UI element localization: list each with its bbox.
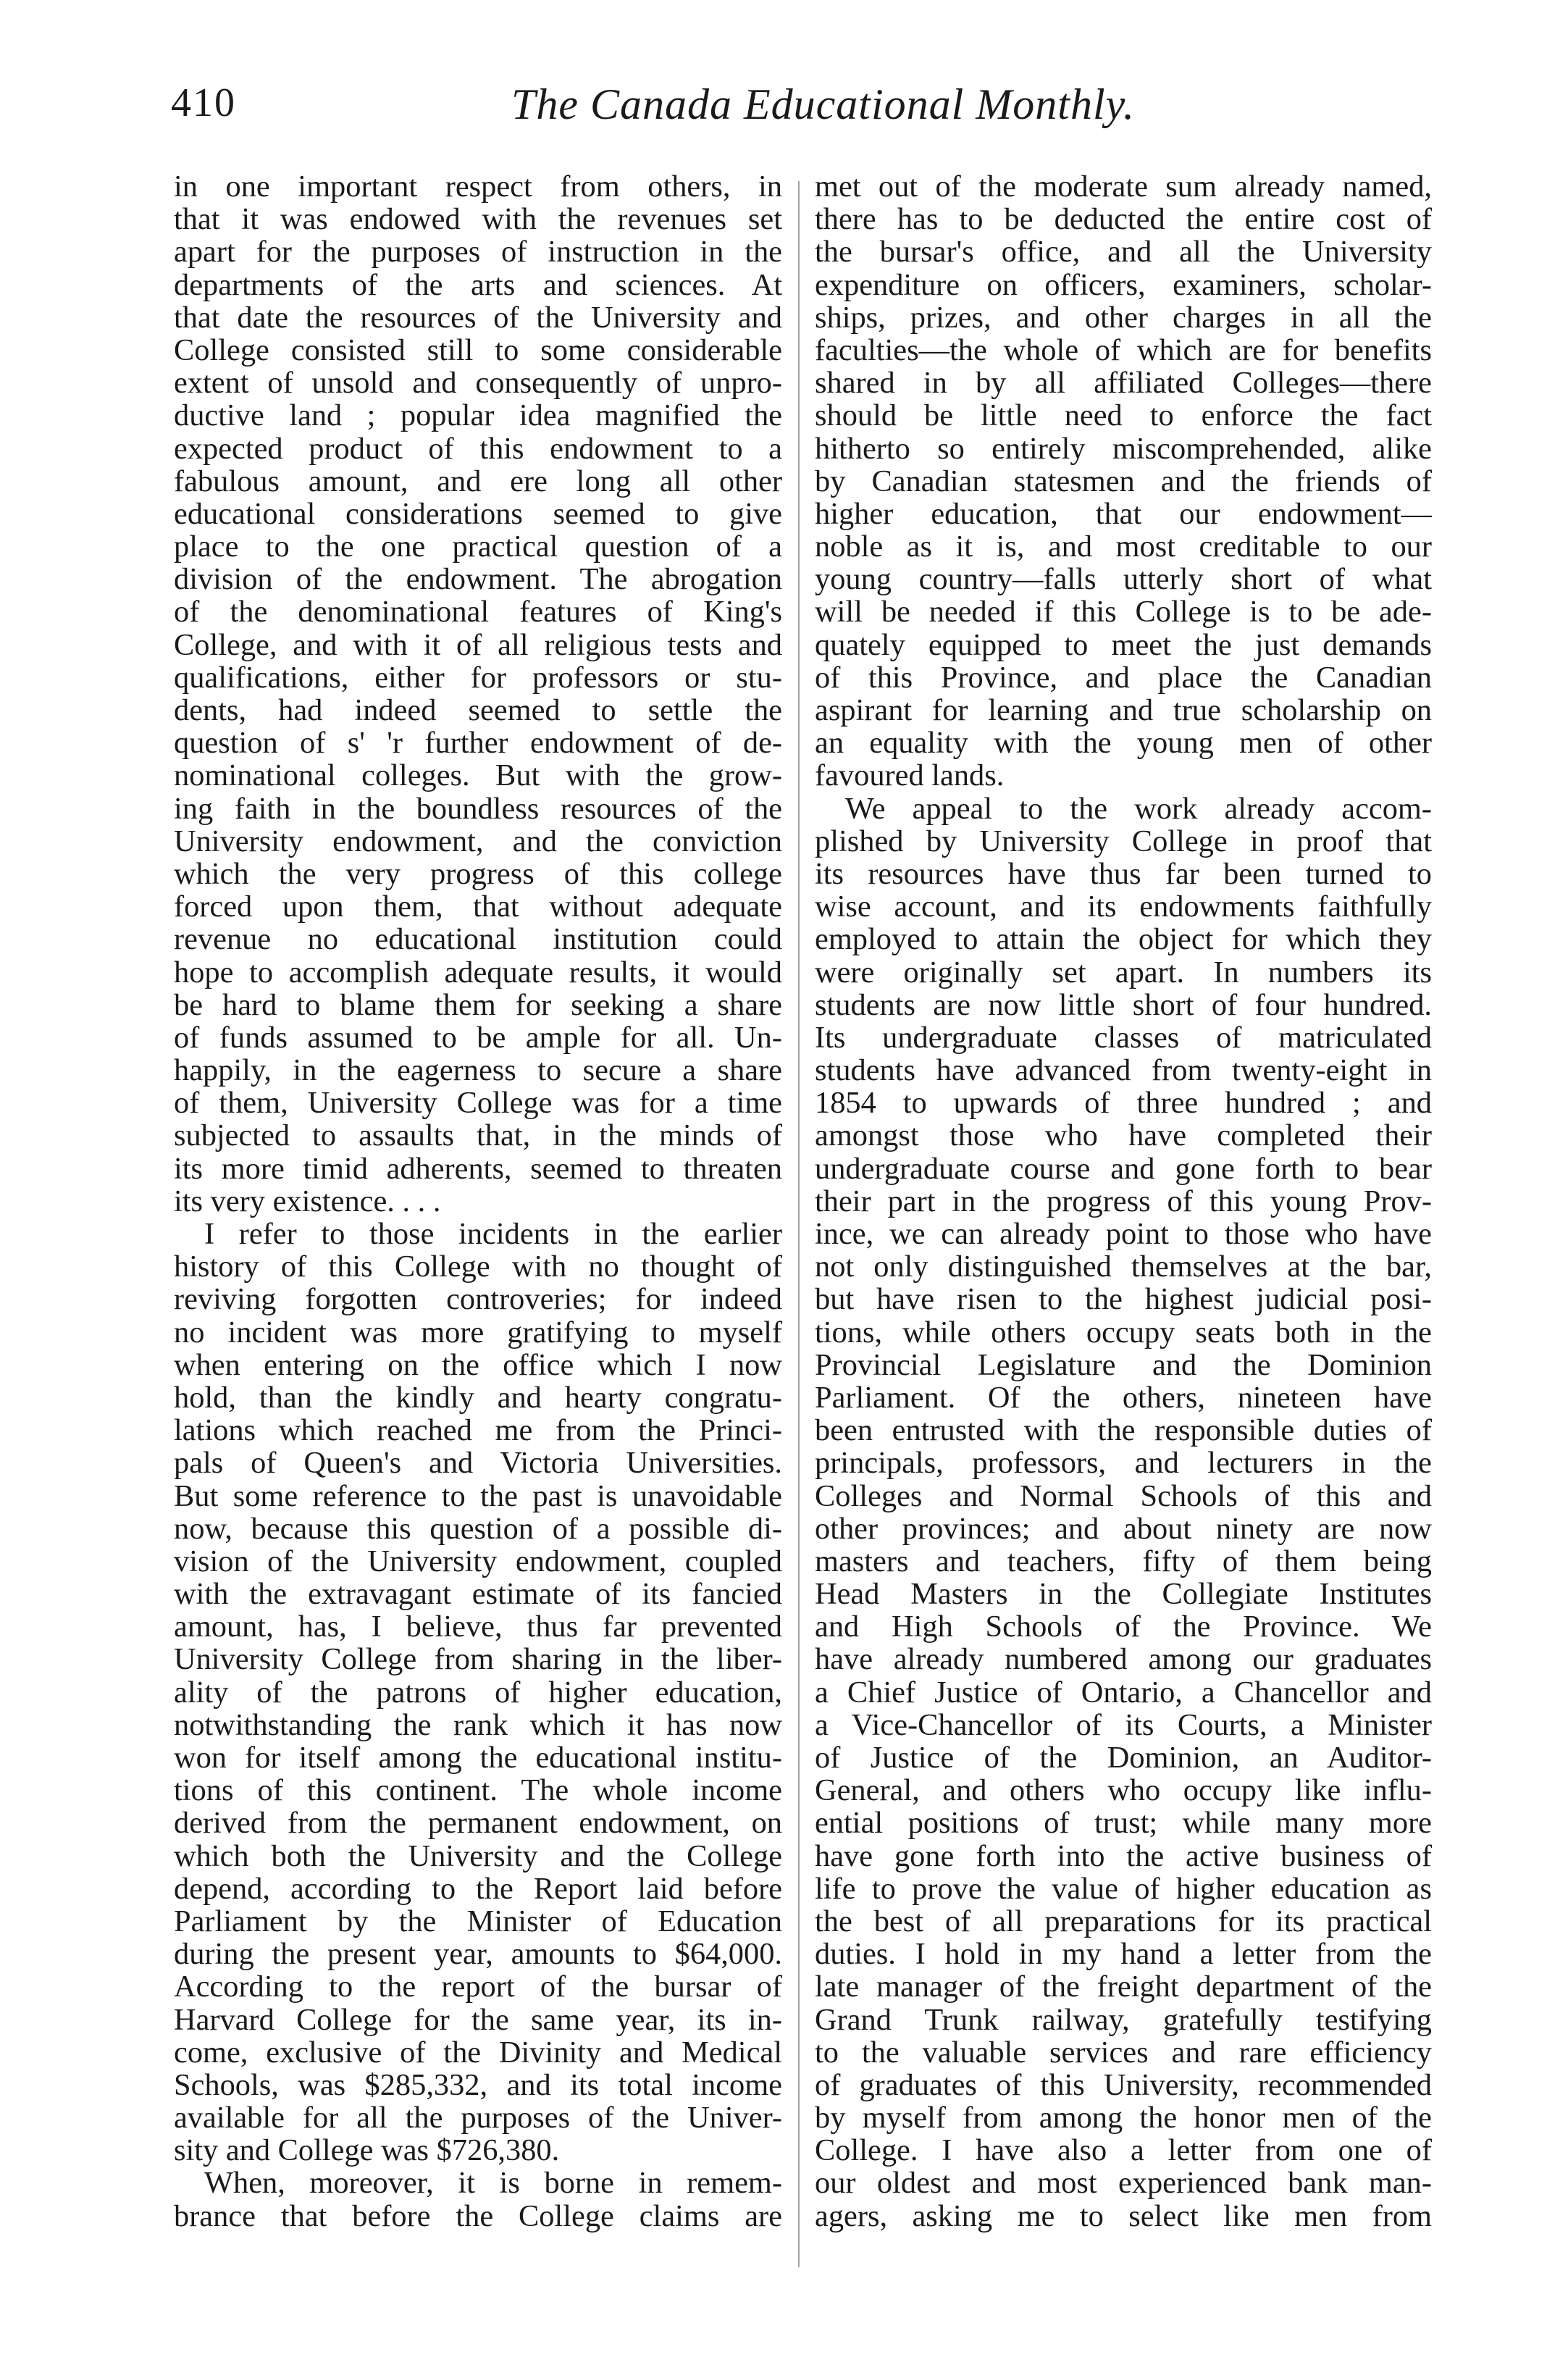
text-line: which both the University and the College [174, 1839, 782, 1872]
text-line: hope to accomplish adequate results, it would [174, 955, 782, 989]
column-divider [798, 181, 800, 2267]
text-line: by Canadian statesmen and the friends of [815, 464, 1432, 498]
text-line: won for itself among the educational institu- [174, 1741, 782, 1775]
text-line: its more timid adherents, seemed to threaten [174, 1152, 782, 1185]
text-line: College. I have also a letter from one of [815, 2134, 1432, 2167]
text-line: depend, according to the Report laid before [174, 1872, 782, 1905]
text-line: lations which reached me from the Princi- [174, 1414, 782, 1447]
text-line: revenue no educational institution could [174, 923, 782, 956]
text-line: noble as it is, and most creditable to our [815, 530, 1432, 564]
text-line: during the present year, amounts to $64,000. [174, 1938, 782, 1971]
text-line: ships, prizes, and other charges in all the [815, 301, 1432, 334]
text-line: a Chief Justice of Ontario, a Chancellor and [815, 1675, 1432, 1709]
text-line: hold, than the kindly and hearty congratu- [174, 1381, 782, 1415]
text-line: apart for the purposes of instruction in the [174, 235, 782, 269]
text-line: of the denominational features of King's [174, 595, 782, 629]
text-line: have already numbered among our graduates [815, 1643, 1432, 1676]
text-line: College consisted still to some considerable [174, 333, 782, 367]
text-line: aspirant for learning and true scholarship on [815, 694, 1432, 727]
text-line: have gone forth into the active business of [815, 1839, 1432, 1872]
text-line: amount, has, I believe, thus far prevented [174, 1610, 782, 1644]
text-line: faculties—the whole of which are for benefits [815, 333, 1432, 367]
text-line: Schools, was $285,332, and its total income [174, 2068, 782, 2102]
text-line: 1854 to upwards of three hundred ; and [815, 1087, 1432, 1120]
text-line: We appeal to the work already accom- [845, 792, 1432, 825]
text-line: quately equipped to meet the just demands [815, 628, 1432, 661]
page-number: 410 [171, 80, 236, 125]
text-line: tions of this continent. The whole income [174, 1774, 782, 1807]
text-line: principals, professors, and lecturers in the [815, 1447, 1432, 1480]
text-line: employed to attain the object for which they [815, 923, 1432, 956]
left-column [174, 170, 782, 2233]
text-line: met out of the moderate sum already named, [815, 170, 1432, 204]
text-line: Parliament. Of the others, nineteen have [815, 1381, 1432, 1415]
text-line: masters and teachers, fifty of them being [815, 1544, 1432, 1578]
text-line: not only distinguished themselves at the bar, [815, 1250, 1432, 1284]
text-line: history of this College with no thought of [174, 1250, 782, 1284]
text-line: educational considerations seemed to give [174, 497, 782, 531]
text-line: College, and with it of all religious tests and [174, 628, 782, 661]
text-line: But some reference to the past is unavoidable [174, 1479, 782, 1512]
text-line: University endowment, and the conviction [174, 824, 782, 858]
text-line: undergraduate course and gone forth to bear [815, 1152, 1432, 1185]
text-line: Provincial Legislature and the Dominion [815, 1348, 1432, 1381]
text-line: expenditure on officers, examiners, scholar- [815, 268, 1432, 301]
text-line: Its undergraduate classes of matriculated [815, 1021, 1432, 1055]
text-line: According to the report of the bursar of [174, 1970, 782, 2004]
text-line: ing faith in the boundless resources of the [174, 792, 782, 825]
text-line: young country—falls utterly short of what [815, 563, 1432, 596]
text-line: its resources have thus far been turned to [815, 857, 1432, 891]
text-line: with the extravagant estimate of its fancied [174, 1578, 782, 1611]
text-line: Grand Trunk railway, gratefully testifying [815, 2003, 1432, 2036]
text-line: wise account, and its endowments faithfully [815, 890, 1432, 924]
text-line: that it was endowed with the revenues set [174, 203, 782, 236]
text-line: a Vice-Chancellor of its Courts, a Minister [815, 1708, 1432, 1741]
text-line: available for all the purposes of the Univer- [174, 2101, 782, 2135]
text-line: Head Masters in the Collegiate Institutes [815, 1578, 1432, 1611]
right-column [815, 170, 1432, 2233]
text-line: be hard to blame them for seeking a share [174, 988, 782, 1021]
text-line: University College from sharing in the liber- [174, 1643, 782, 1676]
text-line: students are now little short of four hundred. [815, 988, 1432, 1021]
text-line: place to the one practical question of a [174, 530, 782, 564]
text-line: hitherto so entirely miscomprehended, alike [815, 432, 1432, 465]
text-line: qualifications, either for professors or stu- [174, 661, 782, 694]
text-line: division of the endowment. The abrogation [174, 563, 782, 596]
text-line: and High Schools of the Province. We [815, 1610, 1432, 1644]
text-line: of funds assumed to be ample for all. Un- [174, 1021, 782, 1055]
text-line: expected product of this endowment to a [174, 432, 782, 465]
text-line: vision of the University endowment, coupled [174, 1544, 782, 1578]
text-line: brance that before the College claims are [174, 2199, 782, 2233]
text-line: notwithstanding the rank which it has now [174, 1708, 782, 1741]
text-line: fabulous amount, and ere long all other [174, 464, 782, 498]
text-line: of them, University College was for a time [174, 1087, 782, 1120]
text-line: subjected to assaults that, in the minds of [174, 1119, 782, 1152]
text-line: were originally set apart. In numbers its [815, 955, 1432, 989]
text-line: other provinces; and about ninety are now [815, 1512, 1432, 1545]
text-line: to the valuable services and rare efficiency [815, 2035, 1432, 2069]
text-line: question of s' 'r further endowment of de- [174, 727, 782, 760]
text-line: Colleges and Normal Schools of this and [815, 1479, 1432, 1512]
text-line: tions, while others occupy seats both in the [815, 1315, 1432, 1349]
text-line: come, exclusive of the Divinity and Medical [174, 2035, 782, 2069]
text-line: in one important respect from others, in [174, 170, 782, 204]
text-line: of graduates of this University, recommended [815, 2068, 1432, 2102]
text-line: their part in the progress of this young Prov- [815, 1184, 1432, 1218]
text-line: derived from the permanent endowment, on [174, 1807, 782, 1840]
text-line: our oldest and most experienced bank man- [815, 2167, 1432, 2200]
text-line: forced upon them, that without adequate [174, 890, 782, 924]
text-line: that date the resources of the University and [174, 301, 782, 334]
text-line: late manager of the freight department of the [815, 1970, 1432, 2004]
text-line: sity and College was $726,380. [174, 2134, 560, 2167]
text-line: Harvard College for the same year, its in- [174, 2003, 782, 2036]
text-line: the bursar's office, and all the University [815, 235, 1432, 269]
text-line: the best of all preparations for its practical [815, 1904, 1432, 1938]
text-line: reviving forgotten controveries; for indeed [174, 1283, 782, 1316]
text-line: ince, we can already point to those who have [815, 1218, 1432, 1251]
text-line: there has to be deducted the entire cost of [815, 203, 1432, 236]
text-line: life to prove the value of higher education as [815, 1872, 1432, 1905]
text-line: will be needed if this College is to be ade- [815, 595, 1432, 629]
text-line: happily, in the eagerness to secure a share [174, 1054, 782, 1087]
text-line: amongst those who have completed their [815, 1119, 1432, 1152]
text-line: its very existence. . . . [174, 1184, 441, 1218]
text-line: plished by University College in proof that [815, 824, 1432, 858]
text-line: students have advanced from twenty-eight in [815, 1054, 1432, 1087]
text-line: ential positions of trust; while many more [815, 1807, 1432, 1840]
text-line: duties. I hold in my hand a letter from the [815, 1938, 1432, 1971]
text-line: pals of Queen's and Victoria Universities. [174, 1447, 782, 1480]
text-line: should be little need to enforce the fact [815, 399, 1432, 432]
text-line: I refer to those incidents in the earlier [204, 1218, 782, 1251]
text-line: higher education, that our endowment— [815, 497, 1432, 531]
text-line: an equality with the young men of other [815, 727, 1432, 760]
text-line: which the very progress of this college [174, 857, 782, 891]
text-line: but have risen to the highest judicial posi- [815, 1283, 1432, 1316]
text-line: departments of the arts and sciences. At [174, 268, 782, 301]
text-line: dents, had indeed seemed to settle the [174, 694, 782, 727]
text-line: When, moreover, it is borne in remem- [204, 2167, 782, 2200]
text-line: of this Province, and place the Canadian [815, 661, 1432, 694]
text-line: ductive land ; popular idea magnified the [174, 399, 782, 432]
text-line: been entrusted with the responsible duties of [815, 1414, 1432, 1447]
text-line: favoured lands. [815, 759, 1005, 792]
page-header [171, 80, 1453, 145]
text-line: agers, asking me to select like men from [815, 2199, 1432, 2233]
running-title: The Canada Educational Monthly. [511, 80, 1135, 128]
text-line: now, because this question of a possible di- [174, 1512, 782, 1545]
text-line: of Justice of the Dominion, an Auditor- [815, 1741, 1432, 1775]
text-line: General, and others who occupy like influ- [815, 1774, 1432, 1807]
text-line: extent of unsold and consequently of unpro- [174, 367, 782, 400]
text-line: when entering on the office which I now [174, 1348, 782, 1381]
text-line: Parliament by the Minister of Education [174, 1904, 782, 1938]
text-line: no incident was more gratifying to myself [174, 1315, 782, 1349]
text-line: ality of the patrons of higher education, [174, 1675, 782, 1709]
text-line: nominational colleges. But with the grow- [174, 759, 782, 792]
text-line: by myself from among the honor men of the [815, 2101, 1432, 2135]
text-line: shared in by all affiliated Colleges—there [815, 367, 1432, 400]
